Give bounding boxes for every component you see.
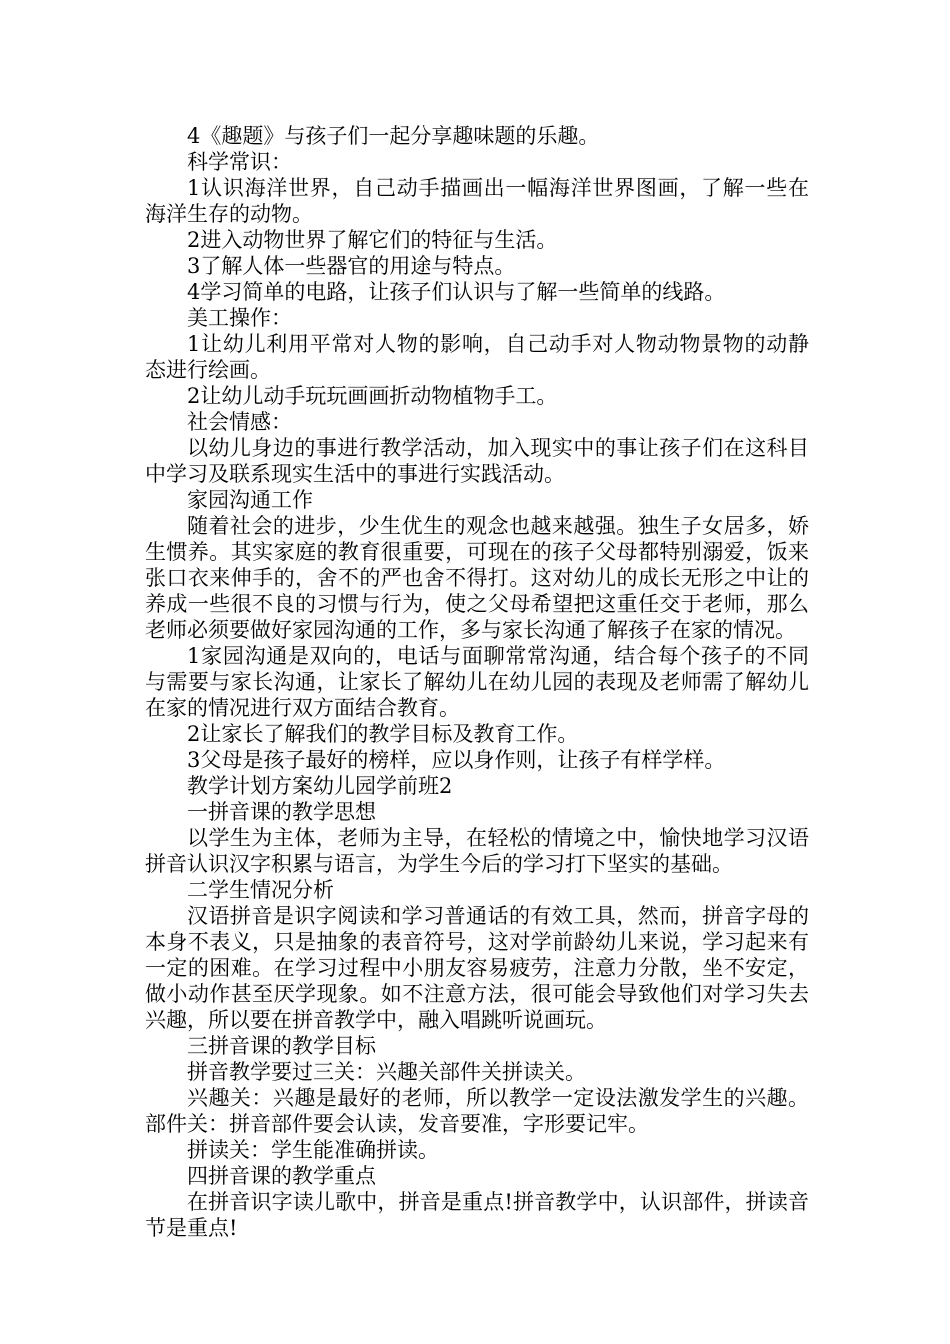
paragraph-19: 以学生为主体，老师为主导，在轻松的情境之中，愉快地学习汉语拼音认识汉字积累与语言，为学生今后的学习打下坚实的基础。 <box>145 826 809 876</box>
paragraph-5: 3了解人体一些器官的用途与特点。 <box>187 254 516 278</box>
paragraph-10: 社会情感： <box>187 410 292 434</box>
paragraph-14: 1家园沟通是双向的，电话与面聊常常沟通，结合每个孩子的不同与需要与家长沟通，让家长了解幼儿在幼儿园的表现及老师需了解幼儿在家的情况进行双方面结合教育。 <box>145 644 809 720</box>
paragraph-27: 在拼音识字读儿歌中，拼音是重点!拼音教学中，认识部件，拼读音节是重点! <box>145 1190 809 1240</box>
paragraph-13: 随着社会的进步，少生优生的观念也越来越强。独生子女居多，娇生惯养。其实家庭的教育很重要，可现在的孩子父母都特别溺爱，饭来张口衣来伸手的，舍不的严也舍不得打。这对幼儿的成长无形之中让的养成一些很不良的习惯与行为，使之父母希望把这重任交于老师，那么老师必须要做好家园沟通的工作，多与家长沟通了解孩子在家的情况。 <box>145 514 809 642</box>
paragraph-17: 教学计划方案幼儿园学前班2 <box>187 774 453 798</box>
paragraph-18: 一拼音课的教学思想 <box>187 800 376 824</box>
paragraph-25: 拼读关：学生能准确拼读。 <box>187 1138 439 1162</box>
paragraph-4: 2进入动物世界了解它们的特征与生活。 <box>187 228 558 252</box>
paragraph-20: 二学生情况分析 <box>187 878 334 902</box>
paragraph-12: 家园沟通工作 <box>187 488 313 512</box>
paragraph-24: 兴趣关：兴趣是最好的老师，所以教学一定设法激发学生的兴趣。部件关：拼音部件要会认读，发音要准，字形要记牢。 <box>145 1086 809 1136</box>
paragraph-9: 2让幼儿动手玩玩画画折动物植物手工。 <box>187 384 558 408</box>
paragraph-15: 2让家长了解我们的教学目标及教育工作。 <box>187 722 579 746</box>
paragraph-6: 4学习简单的电路，让孩子们认识与了解一些简单的线路。 <box>187 280 726 304</box>
paragraph-7: 美工操作： <box>187 306 292 330</box>
paragraph-11: 以幼儿身边的事进行教学活动，加入现实中的事让孩子们在这科目中学习及联系现实生活中的事进行实践活动。 <box>145 436 809 486</box>
paragraph-8: 1让幼儿利用平常对人物的影响，自己动手对人物动物景物的动静态进行绘画。 <box>145 332 809 382</box>
paragraph-26: 四拼音课的教学重点 <box>187 1164 376 1188</box>
paragraph-2: 科学常识： <box>187 150 292 174</box>
paragraph-16: 3父母是孩子最好的榜样，应以身作则，让孩子有样学样。 <box>187 748 726 772</box>
paragraph-22: 三拼音课的教学目标 <box>187 1034 376 1058</box>
paragraph-21: 汉语拼音是识字阅读和学习普通话的有效工具，然而，拼音字母的本身不表义，只是抽象的表音符号，这对学前龄幼儿来说，学习起来有一定的困难。在学习过程中小朋友容易疲劳，注意力分散，坐不安定，做小动作甚至厌学现象。如不注意方法，很可能会导致他们对学习失去兴趣，所以要在拼音教学中，融入唱跳听说画玩。 <box>145 904 809 1032</box>
paragraph-23: 拼音教学要过三关：兴趣关部件关拼读关。 <box>187 1060 586 1084</box>
paragraph-1: 4《趣题》与孩子们一起分享趣味题的乐趣。 <box>187 124 600 148</box>
paragraph-3: 1认识海洋世界，自己动手描画出一幅海洋世界图画，了解一些在海洋生存的动物。 <box>145 176 809 226</box>
document-body <box>145 123 809 1241</box>
